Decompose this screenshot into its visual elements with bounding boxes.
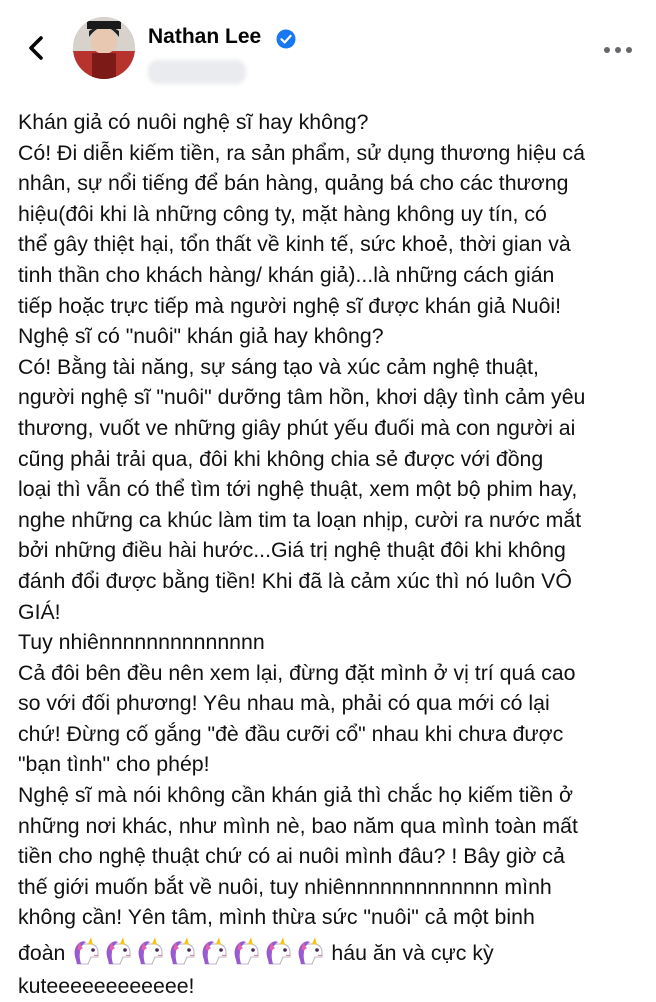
post-meta-blurred	[148, 60, 246, 84]
post-line: bởi những điều hài hước...Giá trị nghệ thuật đôi khi không	[18, 538, 566, 563]
post-line: nhân, sự nổi tiếng để bán hàng, quảng bá cho các thương	[18, 171, 569, 196]
post-line-last: kuteeeeeeeeeeee!	[18, 974, 195, 999]
unicorn-emoji-icon	[235, 937, 258, 964]
back-button[interactable]	[22, 33, 52, 63]
more-options-button[interactable]	[600, 38, 636, 62]
unicorn-emoji-icon	[203, 937, 226, 964]
post-line: cũng phải trải qua, đôi khi không chia sẻ được với đồng	[18, 446, 544, 471]
post-line: Tuy nhiênnnnnnnnnnnnnn	[18, 630, 265, 655]
post-line: hiệu(đôi khi là những công ty, mặt hàng không uy tín, có	[18, 201, 547, 226]
post-line: không cần! Yên tâm, mình thừa sức "nuôi" cả một binh	[18, 905, 535, 930]
chevron-left-icon	[22, 33, 52, 63]
author-name[interactable]: Nathan Lee	[148, 25, 262, 48]
post-line: thương, vuốt ve những giây phút yếu đuối mà con người ai	[18, 415, 576, 440]
post-line: chứ! Đừng cố gắng "đè đầu cưỡi cổ" nhau khi chưa được	[18, 721, 564, 746]
post-line: thể gây thiệt hại, tổn thất về kinh tế, sức khoẻ, thời gian và	[18, 232, 571, 257]
post-line: tiền cho nghệ thuật chứ có ai nuôi mình đâu? ! Bây giờ cả	[18, 844, 565, 869]
unicorn-emoji-icon	[267, 937, 290, 964]
post-line: loại thì vẫn có thể tìm tới nghệ thuật, xem một bộ phim hay,	[18, 477, 578, 502]
post-line: tiếp hoặc trực tiếp mà người nghệ sĩ được khán giả Nuôi!	[18, 293, 562, 318]
author-avatar[interactable]	[73, 17, 135, 79]
unicorn-emoji-icon	[107, 937, 130, 964]
unicorn-emoji-icon	[139, 937, 162, 964]
post-line: người nghệ sĩ "nuôi" dưỡng tâm hồn, khơi dậy tình cảm yêu	[18, 385, 586, 410]
post-line: thế giới muốn bắt về nuôi, tuy nhiênnnnnnnnnnnnn mình	[18, 874, 552, 899]
post-line: Nghệ sĩ có "nuôi" khán giả hay không?	[18, 324, 384, 349]
post-line: nghe những ca khúc làm tim ta loạn nhịp, cười ra nước mắt	[18, 507, 582, 532]
unicorn-emoji-icon	[75, 937, 98, 964]
post-header	[0, 0, 656, 100]
post-line: tinh thần cho khách hàng/ khán giả)...là những cách gián	[18, 262, 555, 287]
post-line: những nơi khác, như mình nè, bao năm qua mình toàn mất	[18, 813, 578, 838]
more-horizontal-icon	[600, 38, 636, 62]
profile-photo-icon	[73, 17, 135, 79]
post-line: GIÁ!	[18, 599, 61, 624]
post-text	[18, 107, 648, 1002]
post-line: Cả đôi bên đều nên xem lại, đừng đặt mình ở vị trí quá cao	[18, 660, 576, 685]
unicorn-emoji-icon	[299, 937, 322, 964]
post-line: Có! Đi diễn kiếm tiền, ra sản phẩm, sử dụng thương hiệu cá	[18, 140, 585, 165]
verified-badge	[276, 29, 296, 49]
unicorn-emoji-icon	[171, 937, 194, 964]
post-line: đánh đổi được bằng tiền! Khi đã là cảm xúc thì nó luôn VÔ	[18, 568, 572, 593]
post-line: Có! Bằng tài năng, sự sáng tạo và xúc cảm nghệ thuật,	[18, 354, 539, 379]
emoji-line-end: háu ăn và cực kỳ	[331, 941, 494, 966]
post-line: Nghệ sĩ mà nói không cần khán giả thì chắc họ kiếm tiền ở	[18, 783, 573, 808]
post-line: Khán giả có nuôi nghệ sĩ hay không?	[18, 110, 369, 134]
unicorn-emoji-row	[71, 937, 327, 965]
post-line: "bạn tình" cho phép!	[18, 752, 210, 777]
post-line-emoji	[18, 935, 648, 971]
verified-badge-icon	[276, 29, 296, 49]
emoji-line-start: đoàn	[18, 941, 66, 966]
post-line: so với đối phương! Yêu nhau mà, phải có qua mới có lại	[18, 691, 550, 716]
